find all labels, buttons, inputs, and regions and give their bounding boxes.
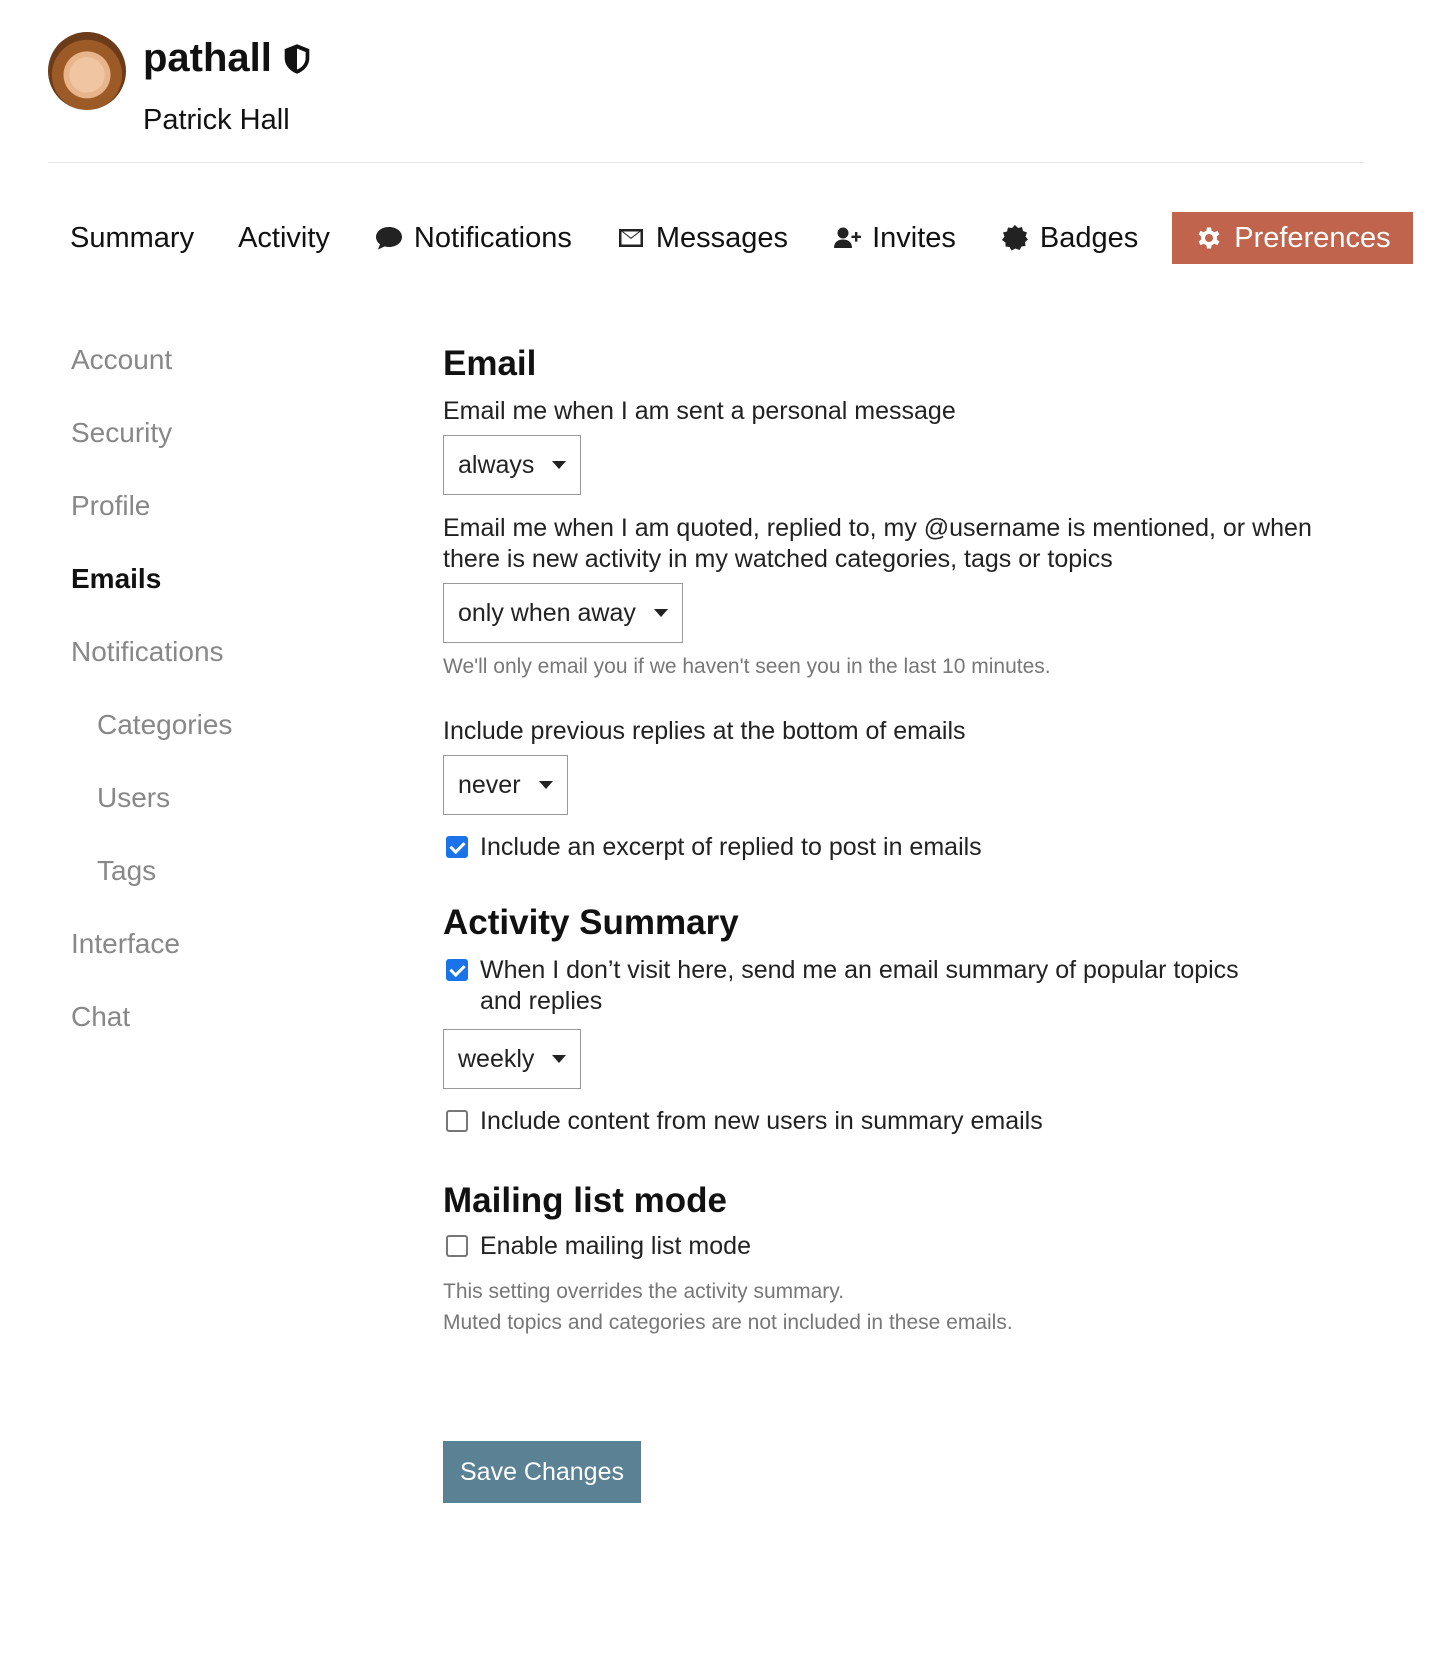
new-users-option	[443, 1106, 1343, 1137]
excerpt-label[interactable]: Include an excerpt of replied to post in emails	[480, 833, 982, 861]
mailing-list-option	[443, 1231, 1343, 1262]
caret-down-icon	[552, 461, 566, 469]
full-name: Patrick Hall	[143, 104, 290, 136]
user-nav-tabs	[48, 212, 1391, 264]
tab-activity[interactable]	[216, 212, 352, 264]
quoted-email-label: Email me when I am quoted, replied to, my @username is mentioned, or when there is new activity in my watched categories, tags or topics	[443, 514, 1312, 573]
mailing-list-heading: Mailing list mode	[443, 1181, 727, 1220]
pm-email-select[interactable]	[443, 435, 581, 495]
sidebar-item-categories[interactable]: Categories	[97, 709, 233, 740]
sidebar-item-users[interactable]: Users	[97, 782, 171, 813]
shield-icon	[282, 43, 312, 75]
activity-summary-heading: Activity Summary	[443, 903, 739, 942]
username	[143, 36, 312, 81]
excerpt-checkbox[interactable]	[446, 836, 468, 858]
preferences-sidebar	[71, 336, 371, 1066]
tab-label: Badges	[1039, 221, 1139, 254]
tab-label: Messages	[655, 221, 789, 254]
sidebar-item-security[interactable]: Security	[71, 417, 173, 448]
sidebar-item-tags[interactable]: Tags	[97, 855, 157, 886]
comment-icon	[374, 223, 404, 253]
sidebar-item-account[interactable]: Account	[71, 344, 173, 375]
pm-email-label: Email me when I am sent a personal message	[443, 397, 956, 425]
digest-option	[443, 955, 1283, 1017]
caret-down-icon	[539, 781, 553, 789]
tab-invites[interactable]	[810, 212, 978, 264]
tab-preferences[interactable]	[1172, 212, 1412, 264]
mailing-list-hint-1: This setting overrides the activity summary.	[443, 1280, 845, 1303]
digest-label[interactable]: When I don’t visit here, send me an email summary of popular topics and replies	[480, 956, 1239, 1015]
sidebar-item-emails[interactable]: Emails	[71, 563, 162, 594]
email-preferences-panel	[443, 338, 1343, 1338]
tab-messages[interactable]	[594, 212, 810, 264]
tab-label: Summary	[70, 221, 195, 254]
select-value: always	[458, 450, 535, 479]
user-header	[48, 30, 1364, 163]
certificate-icon	[1000, 223, 1030, 253]
quoted-email-hint: We'll only email you if we haven't seen you in the last 10 minutes.	[443, 655, 1051, 678]
save-changes-button[interactable]: Save Changes	[443, 1441, 641, 1503]
new-users-checkbox[interactable]	[446, 1110, 468, 1132]
previous-replies-select[interactable]	[443, 755, 568, 815]
tab-notifications[interactable]	[352, 212, 594, 264]
tab-label: Notifications	[413, 221, 572, 254]
email-heading: Email	[443, 344, 537, 383]
sidebar-item-chat[interactable]: Chat	[71, 1001, 131, 1032]
caret-down-icon	[654, 609, 668, 617]
select-value: weekly	[458, 1044, 535, 1073]
digest-checkbox[interactable]	[446, 959, 468, 981]
user-plus-icon	[832, 223, 862, 253]
excerpt-option	[443, 832, 1343, 863]
mailing-list-label[interactable]: Enable mailing list mode	[480, 1232, 751, 1260]
envelope-icon	[616, 223, 646, 253]
sidebar-item-profile[interactable]: Profile	[71, 490, 151, 521]
tab-label: Invites	[872, 221, 956, 254]
select-value: only when away	[458, 598, 636, 627]
gear-icon	[1194, 223, 1224, 253]
new-users-label[interactable]: Include content from new users in summary emails	[480, 1107, 1043, 1135]
tab-summary[interactable]	[48, 212, 216, 264]
mailing-list-hint-2: Muted topics and categories are not included in these emails.	[443, 1311, 1013, 1334]
caret-down-icon	[552, 1055, 566, 1063]
sidebar-item-interface[interactable]: Interface	[71, 928, 180, 959]
username-text: pathall	[143, 36, 272, 80]
previous-replies-label: Include previous replies at the bottom of emails	[443, 717, 966, 745]
sidebar-item-notifications[interactable]: Notifications	[71, 636, 224, 667]
mailing-list-checkbox[interactable]	[446, 1235, 468, 1257]
tab-label: Preferences	[1234, 221, 1391, 254]
digest-frequency-select[interactable]	[443, 1029, 581, 1089]
tab-label: Activity	[238, 221, 330, 254]
tab-badges[interactable]	[978, 212, 1160, 264]
quoted-email-select[interactable]	[443, 583, 683, 643]
avatar[interactable]	[48, 32, 126, 110]
select-value: never	[458, 770, 521, 799]
